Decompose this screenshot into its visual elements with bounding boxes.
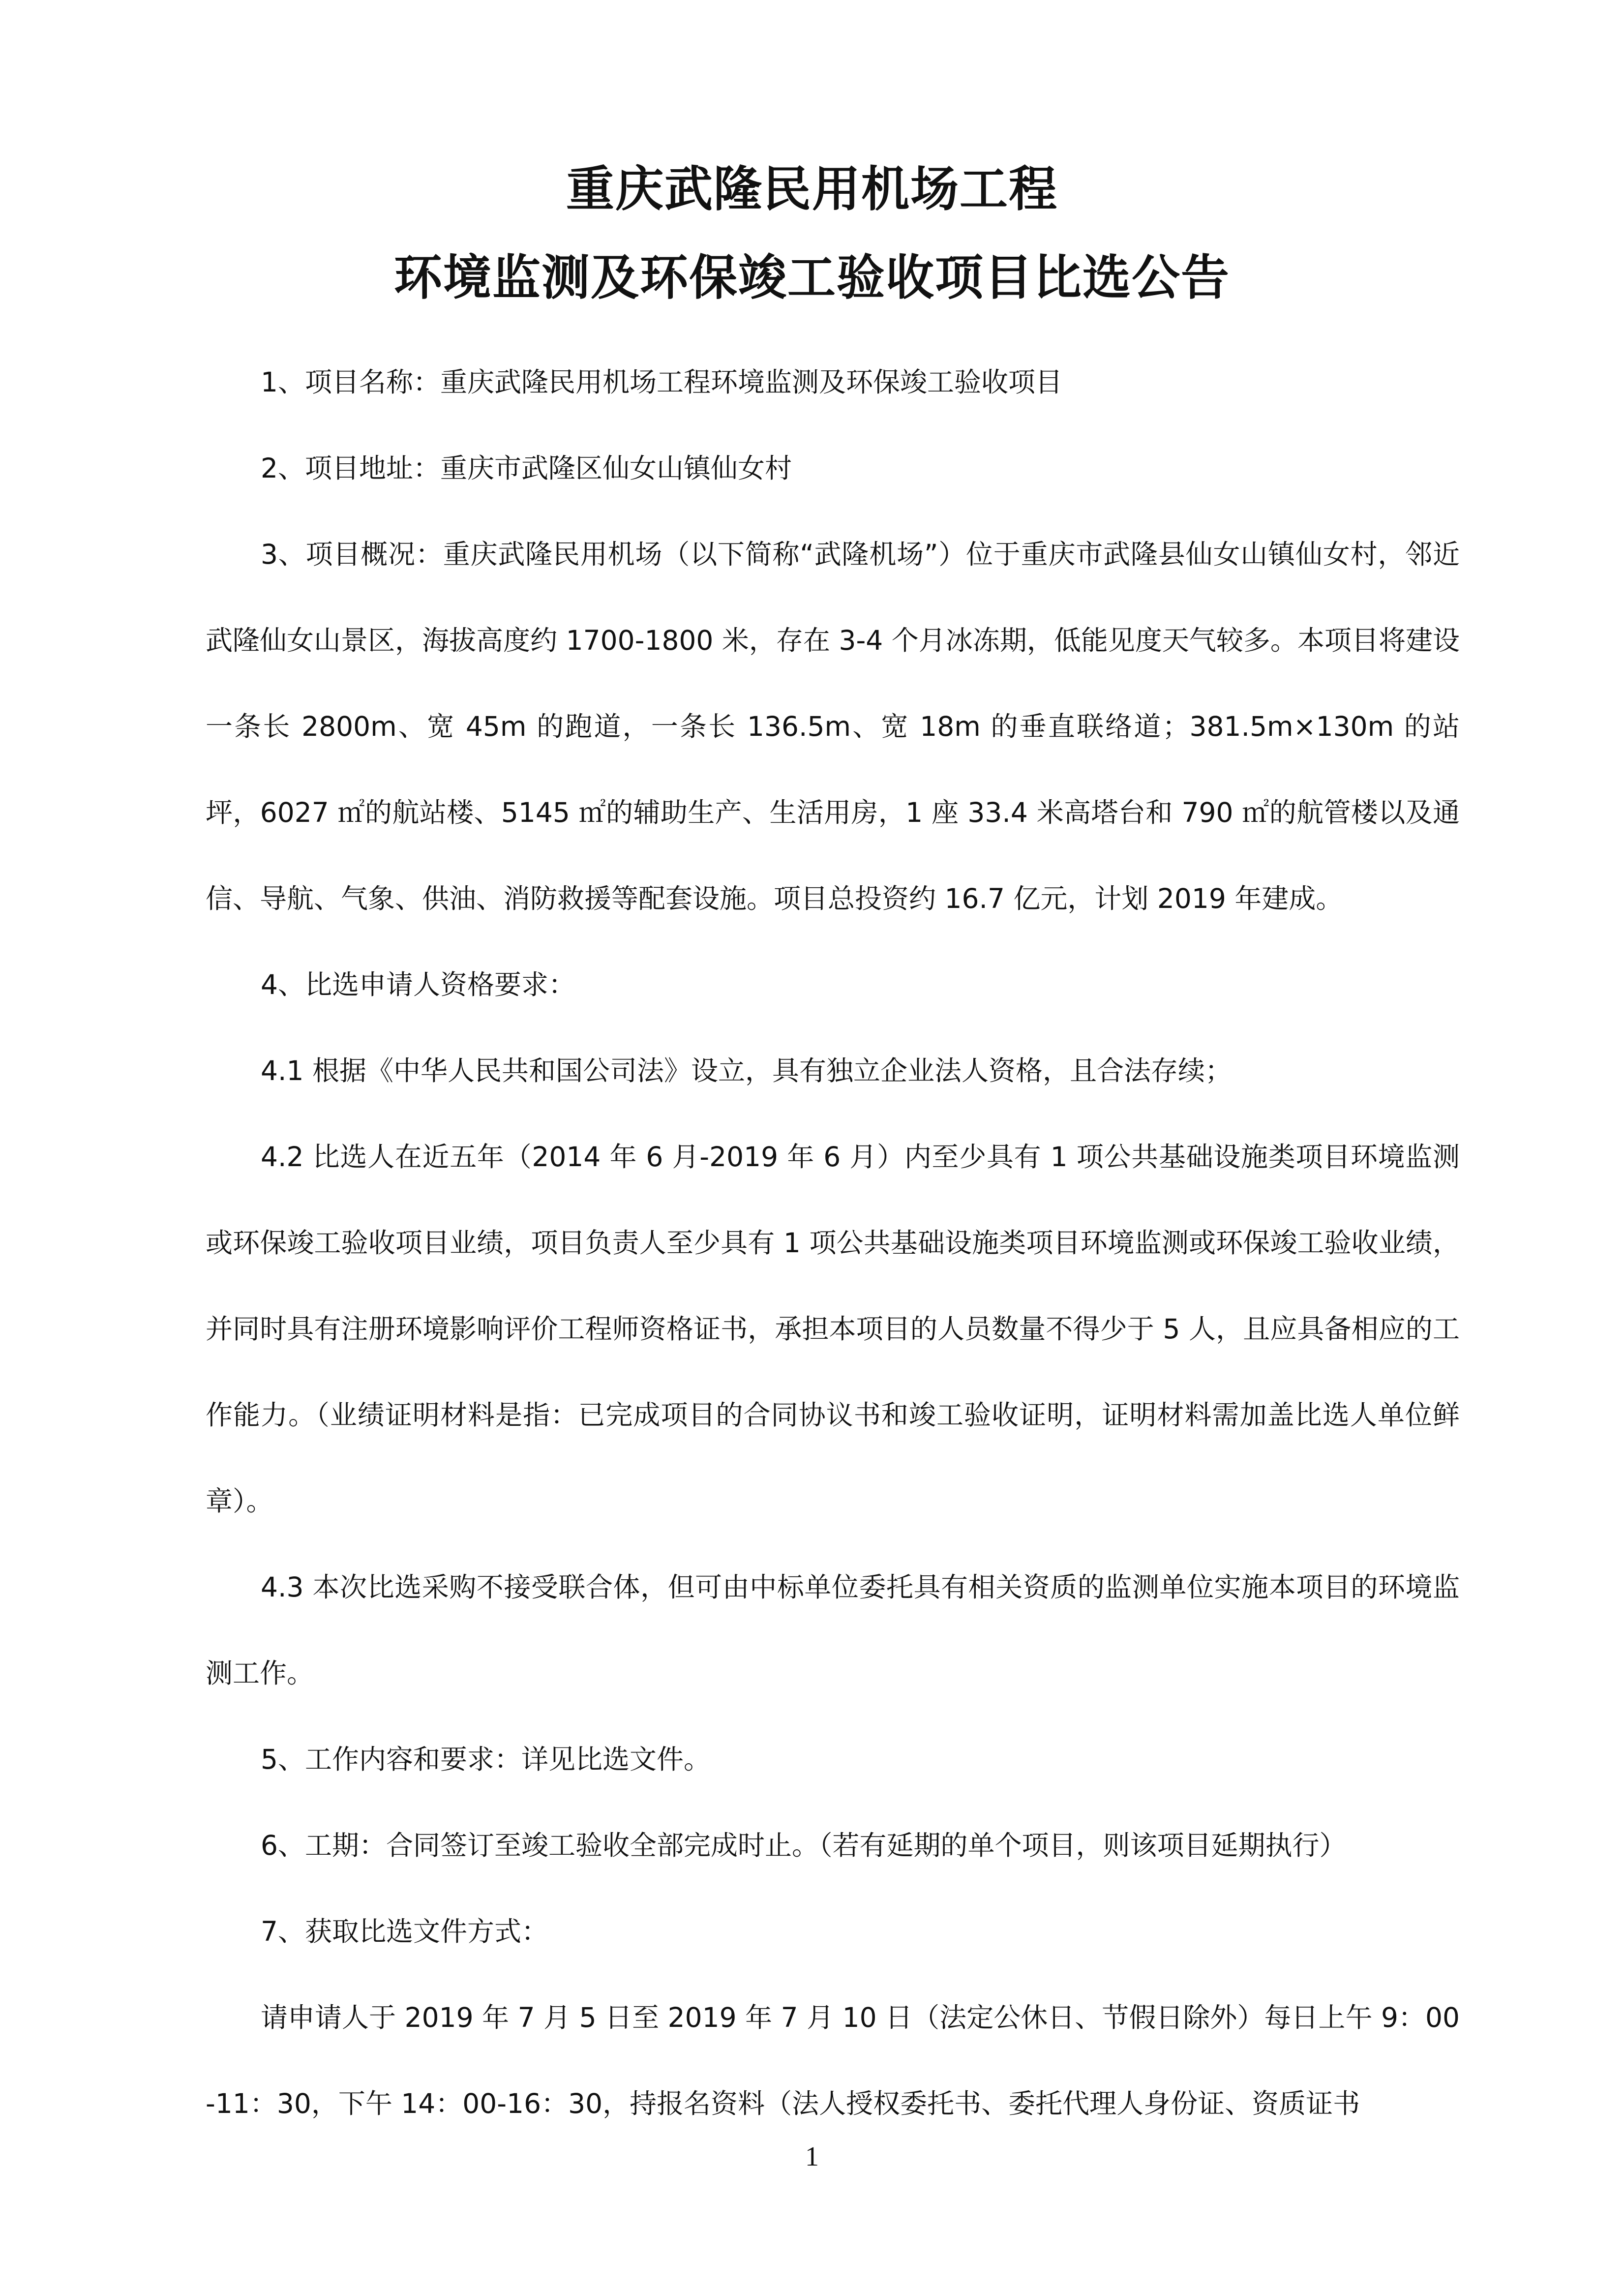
paragraph-qualification-heading: 4、比选申请人资格要求： bbox=[261, 969, 575, 1000]
paragraph-qualification-4-2: 4.2 比选人在近五年（2014 年 6 月-2019 年 6 月）内至少具有 1 项公共基础设施类项目环境监测或环保竣工验收项目业绩，项目负责人至少具有 1 项公共基础设施类项目环境监测或环保竣工验收业绩，并同时具有注册环境影响评价工程师资格证书，承担本项目的人员数量不得少于 5 人，且应具备相应的工作能力。（业绩证明材料是指：已完成项目的合同协议书和竣工验收证明，证明材料需加盖比选人单位鲜章）。 bbox=[206, 1141, 1460, 1517]
paragraph-project-overview: 3、项目概况：重庆武隆民用机场（以下简称“武隆机场”）位于重庆市武隆县仙女山镇仙女村，邻近武隆仙女山景区，海拔高度约 1700-1800 米，存在 3-4 个月冰冻期，低能见度天气较多。本项目将建设一条长 2800m、宽 45m 的跑道，一条长 136.5m、宽 18m 的垂直联络道；381.5m×130m 的站坪，6027 ㎡的航站楼、5145 ㎡的辅助生产、生活用房，1 座 33.4 米高塔台和 790 ㎡的航管楼以及通信、导航、气象、供油、消防救援等配套设施。项目总投资约 16.7 亿元，计划 2019 年建成。 bbox=[206, 539, 1460, 914]
title-line-2: 环境监测及环保竣工验收项目比选公告 bbox=[393, 250, 1230, 306]
paragraph-obtain-method-heading: 7、获取比选文件方式： bbox=[261, 1916, 548, 1947]
paragraph-duration: 6、工期：合同签订至竣工验收全部完成时止。（若有延期的单个项目，则该项目延期执行） bbox=[261, 1830, 1347, 1861]
paragraph-obtain-method: 请申请人于 2019 年 7 月 5 日至 2019 年 7 月 10 日（法定公休日、节假日除外）每日上午 9：00-11：30，下午 14：00-16：30，持报名资料（法人授权委托书、委托代理人身份证、资质证书 bbox=[206, 2002, 1460, 2119]
paragraph-project-name: 1、项目名称：重庆武隆民用机场工程环境监测及环保竣工验收项目 bbox=[261, 366, 1062, 398]
paragraph-project-address: 2、项目地址：重庆市武隆区仙女山镇仙女村 bbox=[261, 452, 792, 484]
title-line-1: 重庆武隆民用机场工程 bbox=[566, 161, 1058, 217]
paragraph-qualification-4-3: 4.3 本次比选采购不接受联合体，但可由中标单位委托具有相关资质的监测单位实施本项目的环境监测工作。 bbox=[206, 1571, 1460, 1689]
page-number: 1 bbox=[805, 2141, 819, 2172]
document-body bbox=[206, 339, 1460, 2147]
paragraph-work-content: 5、工作内容和要求：详见比选文件。 bbox=[261, 1744, 711, 1775]
paragraph-qualification-4-1: 4.1 根据《中华人民共和国公司法》设立，具有独立企业法人资格，且合法存续； bbox=[261, 1055, 1232, 1086]
